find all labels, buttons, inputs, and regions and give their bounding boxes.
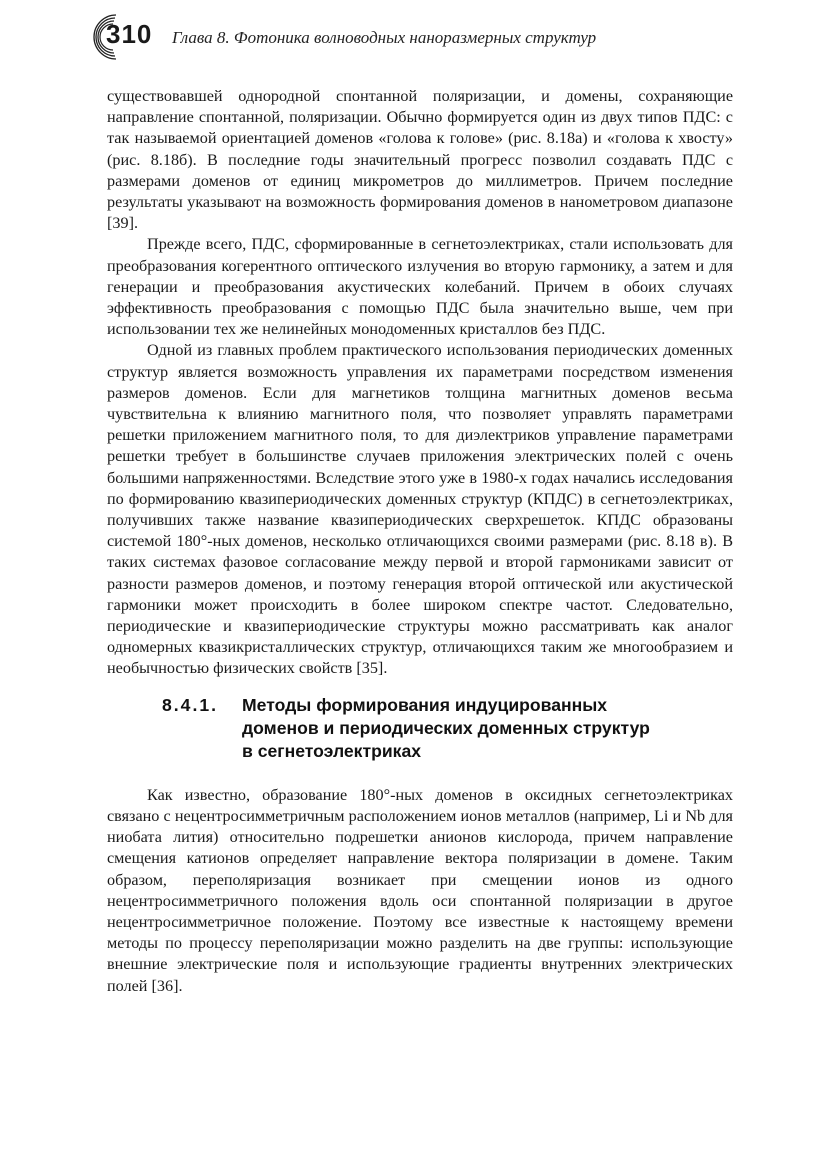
paragraph-2: Прежде всего, ПДС, сформированные в сегнетоэлектриках, стали использовать для преобразования когерентного оптического излучения во вторую гармонику, а затем и для генерации и преобразования акустических колебаний. Причем в обоих случаях эффективность преобразования с помощью ПДС была значительно выше, чем при использовании тех же нелинейных монодоменных кристаллов без ПДС. — [107, 235, 733, 339]
paragraph-3: Одной из главных проблем практического использования периодических доменных структур является возможность управления их параметрами посредством изменения размеров доменов. Если для магнетиков толщина магнитных доменов весьма чувствительна к влиянию магнитного поля, что позволяет управлять параметрами решетки приложением магнитного поля, то для диэлектриков управление параметрами решетки требует в большинстве случаев приложения электрических полей с очень большими напряженностями. Вследствие этого уже в 1980-х годах начались исследования по формированию квазипериодических доменных структур (КПДС) в сегнетоэлектриках, получивших также название квазипериодических сверхрешеток. КПДС образованы системой 180°-ных доменов, несколько отличающихся своими размерами (рис. 8.18 в). В таких системах фазовое согласование между первой и второй гармониками зависит от разности размеров доменов, и поэтому генерация второй оптической или акустической гармоники может происходить в более широком спектре частот. Следовательно, периодические и квазипериодические структуры можно рассматривать как аналог одномерных квазикристаллических структур, отличающихся таким же многообразием и необычностью физических свойств [35]. — [107, 341, 733, 678]
section-title-line-1: Методы формирования индуцированных — [242, 694, 608, 715]
page-number-badge — [86, 12, 153, 62]
paragraph-4: Как известно, образование 180°-ных доменов в оксидных сегнетоэлектриках связано с нецентросимметричным расположением ионов металлов (например, Li и Nb для ниобата лития) относительно подрешетки анионов кислорода, причем направление смещения катионов определяет направление вектора поляризации в домене. Таким образом, переполяризация возникает при смещении ионов из одного нецентросимметричного положения вдоль оси спонтанной поляризации в другое нецентросимметричное положение. Поэтому все известные к настоящему времени методы по процессу переполяризации можно разделить на две группы: использующие внешние электрические поля и использующие градиенты внутренних электрических полей [36]. — [107, 785, 733, 995]
page-body — [107, 86, 733, 997]
page-header — [86, 12, 746, 62]
section-title-line-2: доменов и периодических доменных структур — [242, 717, 650, 738]
section-heading — [107, 694, 733, 763]
paragraph-1: существовавшей однородной спонтанной поляризации, и домены, сохраняющие направление спонтанной, поляризации. Обычно формируется один из двух типов ПДС: с так называемой ориентацией доменов «голова к голове» (рис. 8.18а) и «голова к хвосту» (рис. 8.18б). В последние годы значительный прогресс позволил создавать ПДС с размерами доменов от единиц микрометров до миллиметров. Причем последние результаты указывают на возможность формирования доменов в нанометровом диапазоне [39]. — [107, 87, 733, 233]
page-number: 310 — [106, 19, 153, 49]
section-number: 8.4.1. — [162, 694, 219, 715]
running-title: Глава 8. Фотоника волноводных наноразмерных структур — [172, 28, 597, 47]
section-title-line-3: в сегнетоэлектриках — [242, 740, 422, 761]
